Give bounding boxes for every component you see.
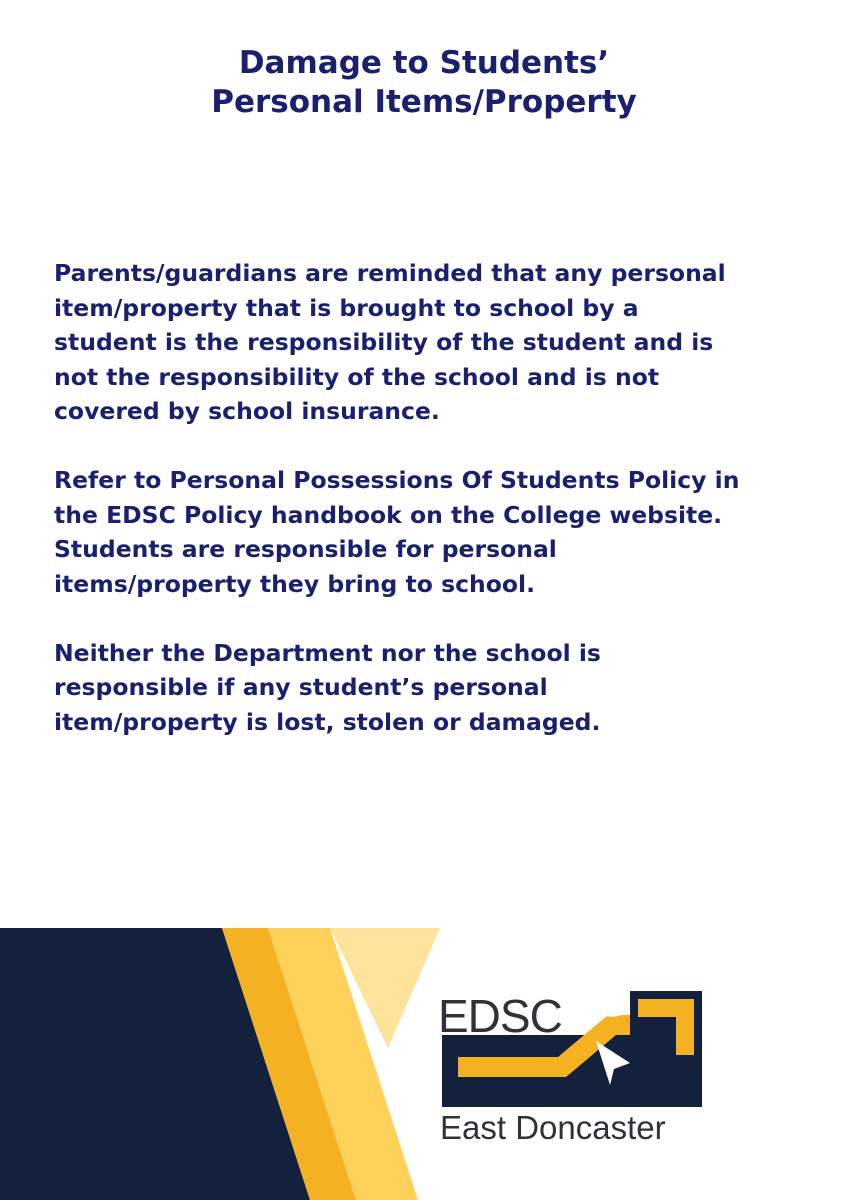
paragraph-responsibility: Parents/guardians are reminded that any personal item/property that is brought to school by a student is the responsibility of the student and is not the responsibility of the school and is not covered by school insurance.	[54, 259, 726, 425]
logo-school-name: East Doncaster	[440, 1109, 666, 1146]
footer-graphic	[0, 928, 848, 1200]
notice-body	[54, 256, 824, 774]
paragraph-liability: Neither the Department nor the school is responsible if any student’s personal item/property is lost, stolen or damaged.	[54, 638, 601, 736]
paragraph-policy-reference: Refer to Personal Possessions Of Students Policy in the EDSC Policy handbook on the College website. Students are responsible for personal items/property they bring to school.	[54, 466, 740, 598]
title-line-2: Personal Items/Property	[211, 84, 637, 120]
logo-abbreviation: EDSC	[438, 990, 562, 1042]
edsc-logo	[438, 985, 708, 1150]
page-title	[0, 44, 848, 122]
title-line-1: Damage to Students’	[238, 45, 610, 81]
